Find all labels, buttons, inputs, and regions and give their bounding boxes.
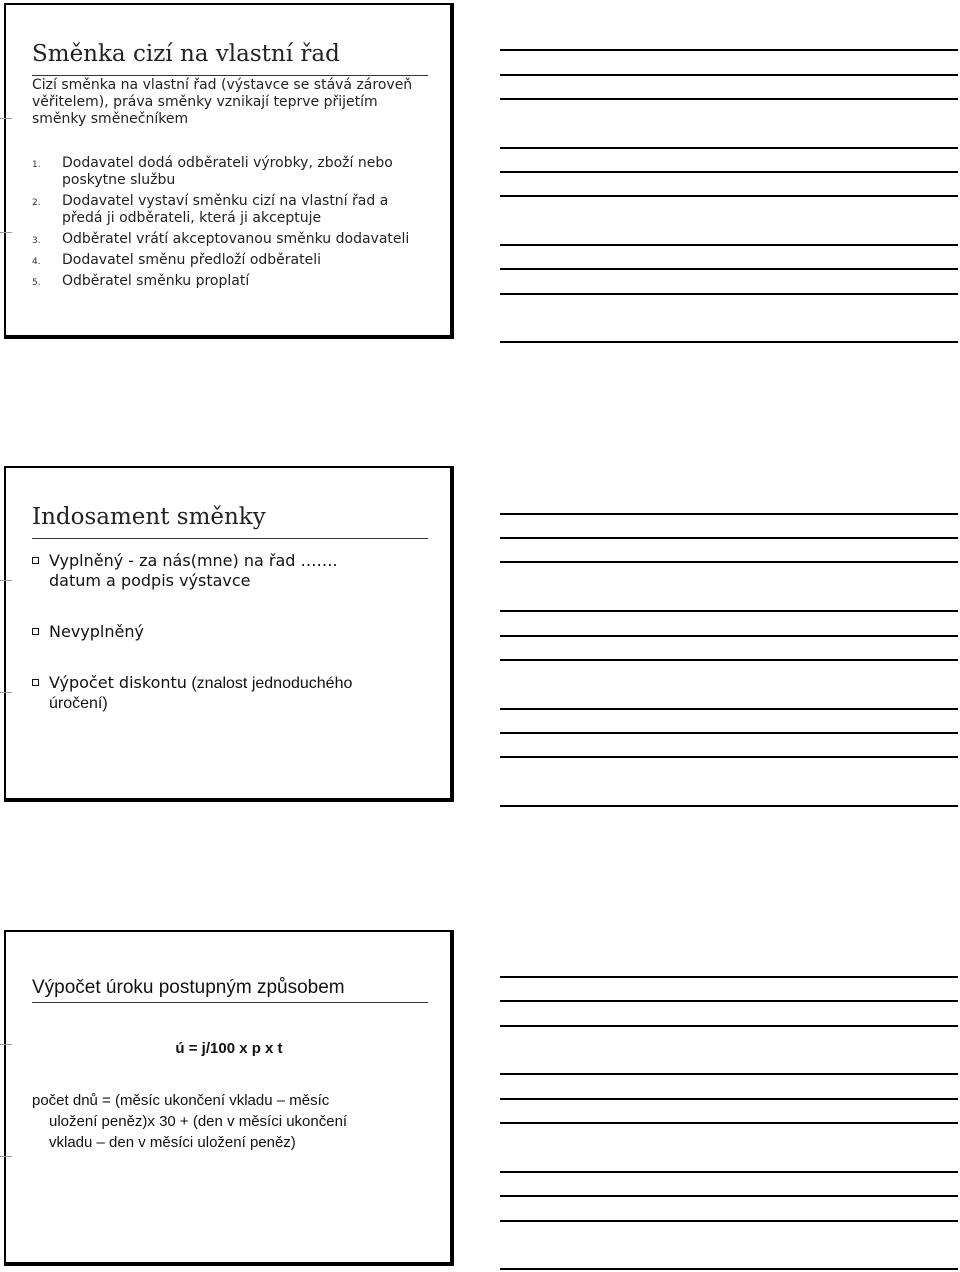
- bullet-discount: [32, 673, 432, 714]
- note-line: [500, 49, 958, 51]
- step-item: [32, 273, 432, 290]
- bullet-text: Výpočet diskontu: [49, 673, 187, 692]
- step-line: Dodavatel dodá odběrateli výrobky, zboží nebo: [62, 155, 393, 171]
- note-line: [500, 976, 958, 978]
- note-line: [500, 1122, 958, 1124]
- intro-line: věřitelem), práva směnky vznikají teprve přijetím: [32, 94, 378, 110]
- bullet-note: (znalost jednoduchého: [186, 675, 353, 692]
- note-line: [500, 195, 958, 197]
- note-line: [500, 171, 958, 173]
- intro-line: Cizí směnka na vlastní řad (výstavce se stává zároveň: [32, 77, 413, 93]
- margin-tick: [0, 232, 12, 233]
- para-line: počet dnů = (měsíc ukončení vkladu – měsíc: [32, 1092, 330, 1109]
- note-line: [500, 635, 958, 637]
- square-bullet-icon: [32, 628, 39, 635]
- note-line: [500, 268, 958, 270]
- note-line: [500, 1025, 958, 1027]
- step-number: 2.: [32, 198, 41, 208]
- slide-2-title-rule: [32, 538, 428, 539]
- slide-1-steps: [32, 155, 432, 294]
- note-line: [500, 74, 958, 76]
- square-bullet-icon: [32, 679, 39, 686]
- bullet-blank: [32, 622, 432, 642]
- margin-tick: [0, 118, 12, 119]
- para-line: vkladu – den v měsíci uložení peněz): [49, 1134, 296, 1151]
- note-line: [500, 1000, 958, 1002]
- margin-tick: [0, 1156, 12, 1157]
- slide-1: [4, 3, 454, 339]
- step-number: 5.: [32, 278, 41, 288]
- step-number: 1.: [32, 160, 41, 170]
- step-number: 4.: [32, 257, 41, 267]
- slide-3-title-rule: [32, 1002, 428, 1003]
- note-line: [500, 513, 958, 515]
- step-line: předá ji odběrateli, která ji akceptuje: [62, 210, 322, 226]
- note-line: [500, 147, 958, 149]
- margin-tick: [0, 692, 12, 693]
- note-line: [500, 293, 958, 295]
- slide-2-title: Indosament směnky: [32, 504, 266, 530]
- note-line: [500, 1098, 958, 1100]
- note-line: [500, 1073, 958, 1075]
- days-formula: [32, 1090, 432, 1153]
- note-line: [500, 708, 958, 710]
- bullet-text: Vyplněný - za nás(mne) na řad …….: [49, 551, 338, 570]
- note-line: [500, 98, 958, 100]
- step-item: [32, 193, 432, 227]
- note-line: [500, 756, 958, 758]
- bullet-filled: [32, 551, 432, 591]
- note-line: [500, 561, 958, 563]
- step-item: [32, 231, 432, 248]
- step-item: [32, 252, 432, 269]
- note-line: [500, 805, 958, 807]
- note-line: [500, 610, 958, 612]
- step-item: [32, 155, 432, 189]
- note-line: [500, 341, 958, 343]
- note-line: [500, 1171, 958, 1173]
- slide-3-title: Výpočet úroku postupným způsobem: [32, 977, 345, 998]
- note-line: [500, 1195, 958, 1197]
- step-number: 3.: [32, 236, 41, 246]
- step-line: Odběratel směnku proplatí: [62, 273, 250, 289]
- para-line: uložení peněz)x 30 + (den v měsíci ukončení: [49, 1113, 348, 1130]
- margin-tick: [0, 580, 12, 581]
- slide-1-intro: [32, 77, 412, 128]
- step-line: poskytne službu: [62, 172, 176, 188]
- bullet-text: Nevyplněný: [49, 622, 144, 641]
- slide-2: [4, 466, 454, 802]
- square-bullet-icon: [32, 557, 39, 564]
- step-line: Dodavatel vystaví směnku cizí na vlastní řad a: [62, 193, 389, 209]
- note-line: [500, 1220, 958, 1222]
- note-line: [500, 1268, 958, 1270]
- step-line: Odběratel vrátí akceptovanou směnku dodavateli: [62, 231, 410, 247]
- note-line: [500, 659, 958, 661]
- slide-1-title: Směnka cizí na vlastní řad: [32, 41, 340, 67]
- slide-3: [4, 930, 454, 1266]
- note-line: [500, 537, 958, 539]
- margin-tick: [0, 1044, 12, 1045]
- bullet-text: datum a podpis výstavce: [49, 571, 251, 590]
- note-line: [500, 732, 958, 734]
- intro-line: směnky směnečníkem: [32, 111, 189, 127]
- step-line: Dodavatel směnu předloží odběrateli: [62, 252, 322, 268]
- note-line: [500, 244, 958, 246]
- slide-1-title-rule: [32, 75, 428, 76]
- interest-formula: ú = j/100 x p x t: [175, 1040, 283, 1057]
- bullet-note: úročení): [49, 695, 108, 712]
